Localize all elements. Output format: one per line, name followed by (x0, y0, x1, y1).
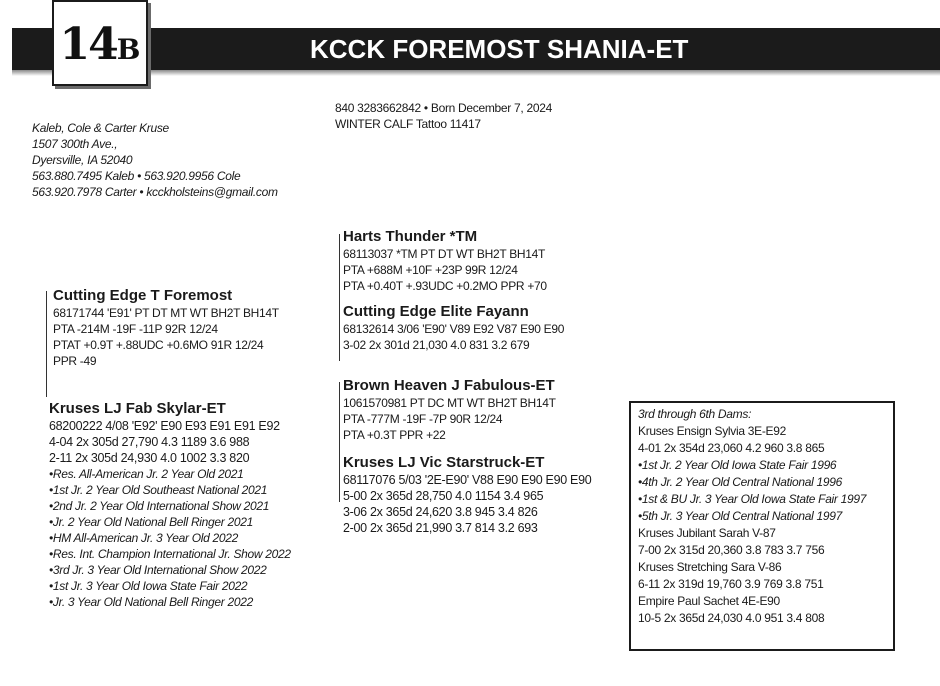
dams-box-line: 4-01 2x 354d 23,060 4.2 960 3.8 865 (638, 441, 825, 455)
dam-record-1: 4-04 2x 305d 27,790 4.3 1189 3.6 988 (49, 435, 250, 449)
dam-honor: •HM All-American Jr. 3 Year Old 2022 (49, 531, 239, 545)
dams-box-line: 6-11 2x 319d 19,760 3.9 769 3.8 751 (638, 577, 824, 591)
consignor-phone: 563.880.7495 Kaleb • 563.920.9956 Cole (32, 169, 241, 183)
sire-sire-name: Harts Thunder *TM (343, 228, 478, 245)
dam-honor: •Res. Int. Champion International Jr. Show 2022 (49, 547, 291, 561)
dam-honor: •3rd Jr. 3 Year Old International Show 2022 (49, 563, 267, 577)
dam-honor: •Res. All-American Jr. 2 Year Old 2021 (49, 467, 244, 481)
dam-dam-name: Kruses LJ Vic Starstruck-ET (343, 454, 545, 471)
dams-box-line: Kruses Jubilant Sarah V-87 (638, 526, 776, 540)
dam-sire-pta: PTA -777M -19F -7P 90R 12/24 (343, 412, 503, 426)
consignor-city: Dyersville, IA 52040 (32, 153, 133, 167)
dam-honor: •Jr. 3 Year Old National Bell Ringer 2022 (49, 595, 254, 609)
dam-dam-reg: 68117076 5/03 '2E-E90' V88 E90 E90 E90 E90 (343, 473, 592, 487)
consignor-email: 563.920.7978 Carter • kcckholsteins@gmail.com (32, 185, 278, 199)
sire-dam-record: 3-02 2x 301d 21,030 4.0 831 3.2 679 (343, 338, 530, 352)
page-title: KCCK FOREMOST SHANIA-ET (310, 34, 689, 64)
dam-block (49, 400, 291, 610)
dams-box-line: •5th Jr. 3 Year Old Central National 1997 (638, 509, 843, 523)
consignor-name: Kaleb, Cole & Carter Kruse (32, 121, 169, 135)
dam-honor: •2nd Jr. 2 Year Old International Show 2021 (49, 499, 270, 513)
sire-name: Cutting Edge T Foremost (53, 287, 233, 304)
animal-class-tattoo: WINTER CALF Tattoo 11417 (335, 117, 481, 131)
dam-dam-record-2: 3-06 2x 365d 24,620 3.8 945 3.4 826 (343, 505, 538, 519)
sire-ptat: PTAT +0.9T +.88UDC +0.6MO 91R 12/24 (53, 338, 264, 352)
dam-sire-name: Brown Heaven J Fabulous-ET (343, 377, 555, 394)
sire-sire-ptat: PTA +0.40T +.93UDC +0.2MO PPR +70 (343, 279, 547, 293)
dams-box-heading: 3rd through 6th Dams: (638, 407, 752, 421)
lot-number-box (52, 0, 148, 86)
dams-box-line: •1st Jr. 2 Year Old Iowa State Fair 1996 (638, 458, 837, 472)
consignor-block (32, 120, 278, 200)
dams-box-line: Kruses Ensign Sylvia 3E-E92 (638, 424, 786, 438)
dam-honor: •1st Jr. 3 Year Old Iowa State Fair 2022 (49, 579, 248, 593)
dam-dam-record-1: 5-00 2x 365d 28,750 4.0 1154 3.4 965 (343, 489, 544, 503)
dam-dam-block (343, 454, 591, 536)
sire-sire-pta: PTA +688M +10F +23P 99R 12/24 (343, 263, 518, 277)
sire-sire-block (343, 228, 547, 294)
dam-sire-ptat: PTA +0.3T PPR +22 (343, 428, 446, 442)
sire-sire-reg: 68113037 *TM PT DT WT BH2T BH14T (343, 247, 546, 261)
consignor-address: 1507 300th Ave., (32, 137, 118, 151)
dam-sire-reg: 1061570981 PT DC MT WT BH2T BH14T (343, 396, 556, 410)
sire-bracket (46, 291, 47, 397)
dam-pair-bracket (339, 382, 340, 502)
dams-box-line: Empire Paul Sachet 4E-E90 (638, 594, 780, 608)
sire-pair-bracket (339, 234, 340, 361)
sire-reg: 68171744 'E91' PT DT MT WT BH2T BH14T (53, 306, 279, 320)
sire-ppr: PPR -49 (53, 354, 97, 368)
dam-dam-record-3: 2-00 2x 365d 21,990 3.7 814 3.2 693 (343, 521, 538, 535)
dam-honor: •Jr. 2 Year Old National Bell Ringer 2021 (49, 515, 254, 529)
lot-number: 14B (59, 19, 141, 70)
dams-box (629, 401, 895, 651)
animal-info (335, 100, 552, 132)
sire-dam-block (343, 303, 564, 353)
sire-pta: PTA -214M -19F -11P 92R 12/24 (53, 322, 218, 336)
dams-box-line: 7-00 2x 315d 20,360 3.8 783 3.7 756 (638, 543, 825, 557)
dam-sire-block (343, 377, 556, 443)
sire-dam-name: Cutting Edge Elite Fayann (343, 303, 529, 320)
dam-name: Kruses LJ Fab Skylar-ET (49, 400, 226, 417)
header-shadow (12, 70, 940, 76)
animal-id-birth: 840 3283662842 • Born December 7, 2024 (335, 101, 552, 115)
sire-dam-reg: 68132614 3/06 'E90' V89 E92 V87 E90 E90 (343, 322, 565, 336)
dam-reg: 68200222 4/08 'E92' E90 E93 E91 E91 E92 (49, 419, 280, 433)
dams-box-line: 10-5 2x 365d 24,030 4.0 951 3.4 808 (638, 611, 825, 625)
dam-record-2: 2-11 2x 305d 24,930 4.0 1002 3.3 820 (49, 451, 250, 465)
dams-box-line: •1st & BU Jr. 3 Year Old Iowa State Fair 1997 (638, 492, 867, 506)
dams-box-line: Kruses Stretching Sara V-86 (638, 560, 782, 574)
dams-box-line: •4th Jr. 2 Year Old Central National 1996 (638, 475, 843, 489)
dam-honor: •1st Jr. 2 Year Old Southeast National 2021 (49, 483, 268, 497)
sire-block (53, 287, 279, 369)
